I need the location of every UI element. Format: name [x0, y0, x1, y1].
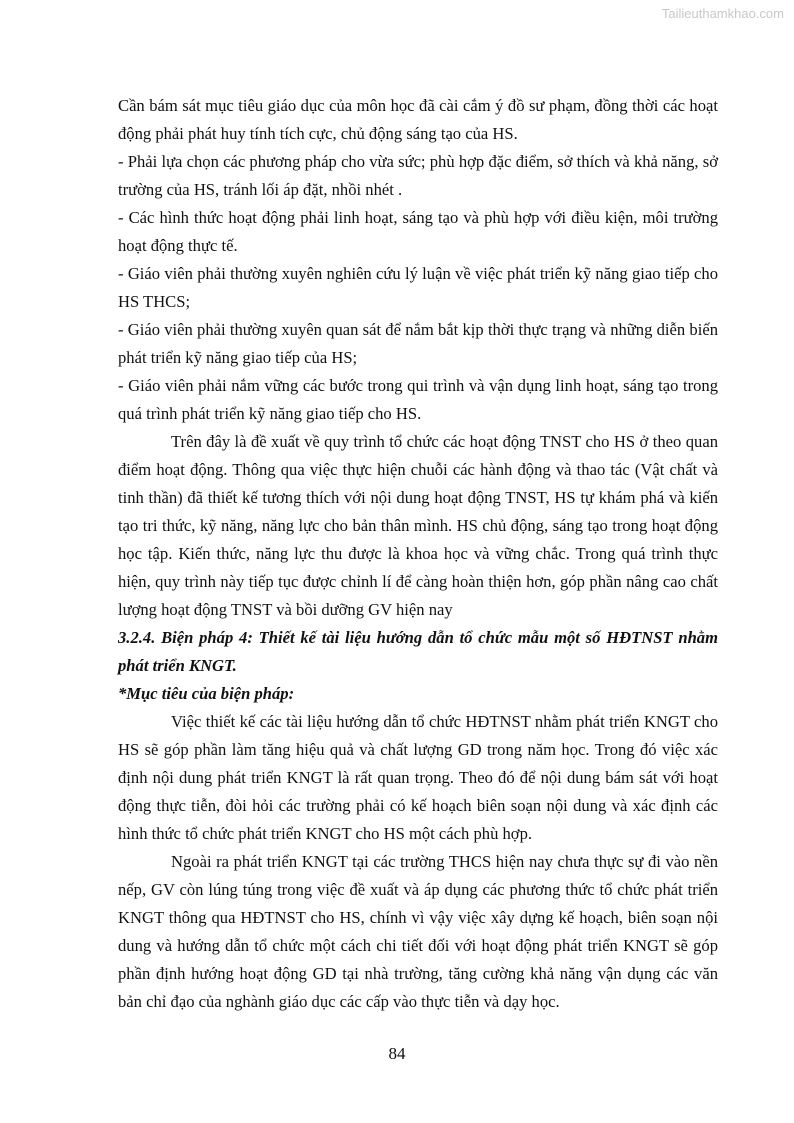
bullet-forms: - Các hình thức hoạt động phải linh hoạt, sáng tạo và phù hợp với điều kiện, môi trường hoạt động thực tế.	[118, 208, 718, 255]
paragraph-summary: Trên đây là đề xuất về quy trình tổ chức các hoạt động TNST cho HS ở theo quan điểm hoạt động. Thông qua việc thực hiện chuỗi các hành động và thao tác (Vật chất và tinh thần) đã thiết kế tương thích với nội dung hoạt động TNST, HS tự khám phá và kiến tạo tri thức, kỹ năng, năng lực cho bản thân mình. HS chủ động, sáng tạo trong hoạt động học tập. Kiến thức, năng lực thu được là khoa học và vững chắc. Trong quá trình thực hiện, quy trình này tiếp tục được chỉnh lí để càng hoàn thiện hơn, góp phần nâng cao chất lượng hoạt động TNST và bồi dưỡng GV hiện nay	[118, 432, 718, 619]
section-heading: 3.2.4. Biện pháp 4: Thiết kế tài liệu hướng dẫn tổ chức mẫu một số HĐTNST nhằm phát triển KNGT.	[118, 628, 718, 675]
bullet-research: - Giáo viên phải thường xuyên nghiên cứu lý luận về việc phát triển kỹ năng giao tiếp cho HS THCS;	[118, 264, 718, 311]
paragraph-additional: Ngoài ra phát triển KNGT tại các trường THCS hiện nay chưa thực sự đi vào nền nếp, GV còn lúng túng trong việc đề xuất và áp dụng các phương thức tổ chức phát triển KNGT thông qua HĐTNST cho HS, chính vì vậy việc xây dựng kế hoạch, biên soạn nội dung và hướng dẫn tổ chức một cách chi tiết đối với hoạt động phát triển KNGT sẽ góp phần định hướng hoạt động GD tại nhà trường, tăng cường khả năng vận dụng các văn bản chỉ đạo của nghành giáo dục các cấp vào thực tiễn và dạy học.	[118, 852, 718, 1011]
watermark-text: Tailieuthamkhao.com	[661, 6, 784, 21]
bullet-methods: - Phải lựa chọn các phương pháp cho vừa sức; phù hợp đặc điểm, sở thích và khả năng, sở trường của HS, tránh lối áp đặt, nhồi nhét .	[118, 152, 718, 199]
paragraph-intro: Cần bám sát mục tiêu giáo dục của môn học đã cài cắm ý đồ sư phạm, đồng thời các hoạt động phải phát huy tính tích cực, chủ động sáng tạo của HS.	[118, 96, 718, 143]
bullet-process: - Giáo viên phải nắm vững các bước trong qui trình và vận dụng linh hoạt, sáng tạo trong quá trình phát triển kỹ năng giao tiếp cho HS.	[118, 376, 718, 423]
bullet-observe: - Giáo viên phải thường xuyên quan sát để nắm bắt kịp thời thực trạng và những diễn biến phát triển kỹ năng giao tiếp của HS;	[118, 320, 718, 367]
subheading-objective: *Mục tiêu của biện pháp:	[118, 684, 295, 703]
document-body	[118, 92, 718, 1016]
paragraph-objective: Việc thiết kế các tài liệu hướng dẫn tổ chức HĐTNST nhằm phát triển KNGT cho HS sẽ góp phần làm tăng hiệu quả và chất lượng GD trong năm học. Trong đó việc xác định nội dung phát triển KNGT là rất quan trọng. Theo đó để nội dung bám sát với hoạt động thực tiễn, đòi hỏi các trường phải có kế hoạch biên soạn nội dung và xác định các hình thức tổ chức phát triển KNGT cho HS một cách phù hợp.	[118, 712, 718, 843]
page-number: 84	[388, 1044, 406, 1063]
